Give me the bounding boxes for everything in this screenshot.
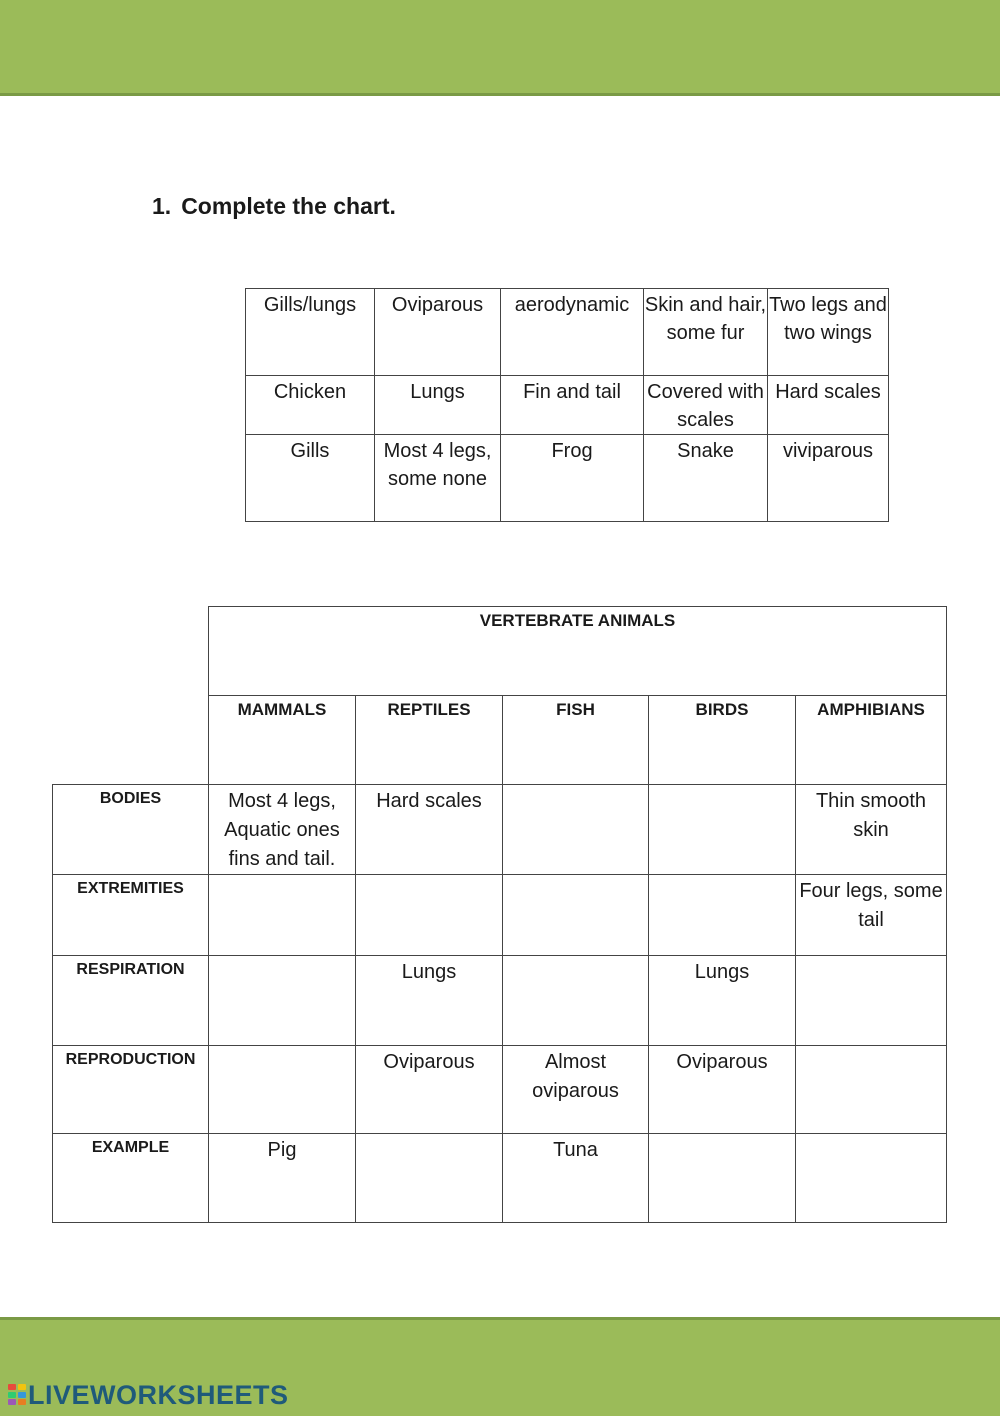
answer-cell[interactable]: Four legs, some tail xyxy=(796,875,947,956)
answer-cell[interactable]: Lungs xyxy=(356,956,503,1046)
word-bank-row xyxy=(246,435,889,522)
word-bank-cell: Hard scales xyxy=(768,376,889,435)
chart-row-example xyxy=(53,1134,947,1223)
column-header-mammals: MAMMALS xyxy=(209,696,356,785)
answer-cell[interactable]: Tuna xyxy=(503,1134,649,1223)
column-header-birds: BIRDS xyxy=(649,696,796,785)
answer-cell[interactable] xyxy=(209,1046,356,1134)
instruction-text: Complete the chart. xyxy=(181,193,396,219)
answer-cell[interactable] xyxy=(356,1134,503,1223)
word-bank-cell: Skin and hair, some fur xyxy=(644,289,768,376)
word-bank-cell: Lungs xyxy=(375,376,501,435)
answer-cell[interactable] xyxy=(356,875,503,956)
chart-corner-blank xyxy=(53,696,209,785)
answer-cell[interactable]: Thin smooth skin xyxy=(796,785,947,875)
row-header-bodies: BODIES xyxy=(53,785,209,875)
answer-cell[interactable] xyxy=(503,785,649,875)
column-header-amphibians: AMPHIBIANS xyxy=(796,696,947,785)
word-bank-table xyxy=(245,288,889,522)
row-header-extremities: EXTREMITIES xyxy=(53,875,209,956)
answer-cell[interactable] xyxy=(649,1134,796,1223)
instruction-number: 1. xyxy=(152,193,172,219)
answer-cell[interactable]: Most 4 legs, Aquatic ones fins and tail. xyxy=(209,785,356,875)
word-bank-cell: Most 4 legs, some none xyxy=(375,435,501,522)
word-bank-cell: aerodynamic xyxy=(501,289,644,376)
answer-cell[interactable] xyxy=(796,1134,947,1223)
answer-cell[interactable] xyxy=(796,1046,947,1134)
row-header-respiration: RESPIRATION xyxy=(53,956,209,1046)
chart-row-reproduction xyxy=(53,1046,947,1134)
answer-cell[interactable] xyxy=(796,956,947,1046)
answer-cell[interactable] xyxy=(209,956,356,1046)
word-bank-cell: Oviparous xyxy=(375,289,501,376)
answer-cell[interactable]: Lungs xyxy=(649,956,796,1046)
header-band xyxy=(0,0,1000,96)
word-bank-cell: viviparous xyxy=(768,435,889,522)
answer-cell[interactable]: Almost oviparous xyxy=(503,1046,649,1134)
answer-cell[interactable] xyxy=(209,875,356,956)
logo-blocks-icon xyxy=(8,1384,26,1406)
row-header-example: EXAMPLE xyxy=(53,1134,209,1223)
chart-row-bodies xyxy=(53,785,947,875)
answer-cell[interactable] xyxy=(649,875,796,956)
liveworksheets-logo xyxy=(8,1380,289,1410)
column-header-fish: FISH xyxy=(503,696,649,785)
word-bank-cell: Snake xyxy=(644,435,768,522)
word-bank-cell: Fin and tail xyxy=(501,376,644,435)
chart-row-extremities xyxy=(53,875,947,956)
answer-cell[interactable]: Oviparous xyxy=(356,1046,503,1134)
chart-column-header-row xyxy=(53,696,947,785)
word-bank-cell: Chicken xyxy=(246,376,375,435)
row-header-reproduction: REPRODUCTION xyxy=(53,1046,209,1134)
answer-cell[interactable] xyxy=(503,875,649,956)
word-bank-row xyxy=(246,289,889,376)
chart-title: VERTEBRATE ANIMALS xyxy=(209,607,947,696)
answer-cell[interactable] xyxy=(649,785,796,875)
chart-row-respiration xyxy=(53,956,947,1046)
answer-cell[interactable]: Pig xyxy=(209,1134,356,1223)
column-header-reptiles: REPTILES xyxy=(356,696,503,785)
word-bank-cell: Gills/lungs xyxy=(246,289,375,376)
word-bank-cell: Two legs and two wings xyxy=(768,289,889,376)
instruction-heading xyxy=(152,193,396,220)
word-bank-cell: Covered with scales xyxy=(644,376,768,435)
logo-text: LIVEWORKSHEETS xyxy=(28,1379,289,1410)
answer-cell[interactable]: Hard scales xyxy=(356,785,503,875)
answer-cell[interactable]: Oviparous xyxy=(649,1046,796,1134)
word-bank-cell: Gills xyxy=(246,435,375,522)
vertebrate-chart-table xyxy=(52,606,947,1223)
answer-cell[interactable] xyxy=(503,956,649,1046)
word-bank-cell: Frog xyxy=(501,435,644,522)
word-bank-row xyxy=(246,376,889,435)
chart-corner-blank xyxy=(53,607,209,696)
chart-title-row xyxy=(53,607,947,696)
